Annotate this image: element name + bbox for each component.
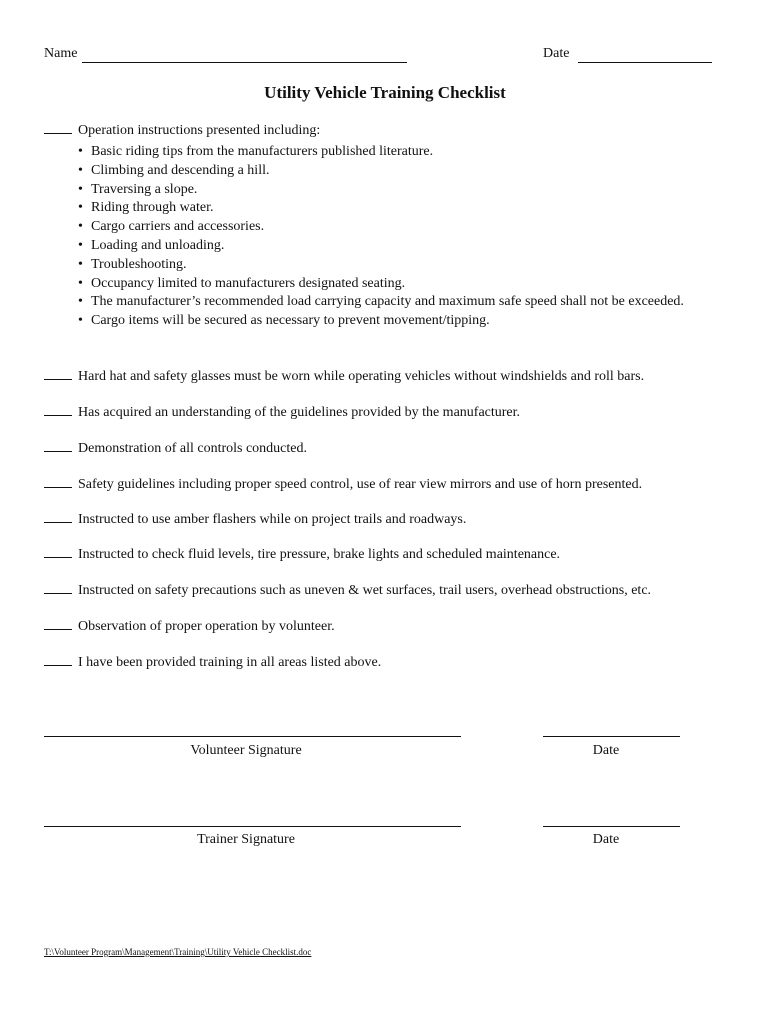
check-blank[interactable] [44,404,72,416]
checklist-item [44,654,381,671]
bullet-item: • Basic riding tips from the manufacturers published literature. [78,143,698,162]
check-blank[interactable] [44,546,72,558]
bullet-item: • Cargo items will be secured as necessary to prevent movement/tipping. [78,312,698,331]
bullet-item: • Climbing and descending a hill. [78,162,698,181]
file-path-footer: T:\Volunteer Program\Management\Training\Utility Vehicle Checklist.doc [44,947,312,957]
bullet-item: • The manufacturer’s recommended load carrying capacity and maximum safe speed shall not be exceeded. [78,293,698,312]
checklist-item-text: I have been provided training in all areas listed above. [78,655,382,670]
checklist-item-text: Operation instructions presented including: [78,123,321,138]
name-label: Name [44,46,78,61]
checklist-item [44,618,335,635]
volunteer-date-label: Date [592,743,620,758]
checklist-item [44,582,651,599]
date-label: Date [543,46,570,61]
bullet-item: • Loading and unloading. [78,237,698,256]
checklist-item [44,511,466,528]
bullet-item: • Cargo carriers and accessories. [78,218,698,237]
volunteer-date-line[interactable] [543,736,680,737]
check-blank[interactable] [44,122,72,134]
check-blank[interactable] [44,440,72,452]
checklist-item [44,368,644,385]
bullet-item: • Troubleshooting. [78,256,698,275]
volunteer-signature-label: Volunteer Signature [190,743,302,758]
check-blank[interactable] [44,368,72,380]
checklist-item-text: Instructed on safety precautions such as uneven & wet surfaces, trail users, overhead obstructions, etc. [78,583,652,598]
trainer-date-line[interactable] [543,826,680,827]
trainer-signature-line[interactable] [44,826,461,827]
checklist-item-text: Hard hat and safety glasses must be worn while operating vehicles without windshields and roll bars. [78,369,645,384]
volunteer-signature-line[interactable] [44,736,461,737]
operation-bullet-list [78,143,698,331]
check-blank[interactable] [44,582,72,594]
trainer-signature-label: Trainer Signature [197,832,295,847]
check-blank[interactable] [44,618,72,630]
checklist-item-operation [44,122,320,139]
checklist-item-text: Demonstration of all controls conducted. [78,441,307,456]
checklist-item-text: Observation of proper operation by volunteer. [78,619,335,634]
date-input-line[interactable] [578,62,712,63]
checklist-item [44,440,307,457]
name-input-line[interactable] [82,62,407,63]
check-blank[interactable] [44,654,72,666]
checklist-item [44,546,560,563]
check-blank[interactable] [44,476,72,488]
bullet-item: • Traversing a slope. [78,181,698,200]
checklist-item [44,404,520,421]
check-blank[interactable] [44,511,72,523]
header-row [44,46,712,66]
checklist-item-text: Has acquired an understanding of the guidelines provided by the manufacturer. [78,405,521,420]
bullet-item: • Riding through water. [78,199,698,218]
checklist-item-text: Instructed to use amber flashers while on project trails and roadways. [78,512,467,527]
trainer-date-label: Date [592,832,620,847]
bullet-item: • Occupancy limited to manufacturers designated seating. [78,275,698,294]
page-title: Utility Vehicle Training Checklist [264,83,506,102]
checklist-item [44,476,642,493]
checklist-item-text: Safety guidelines including proper speed control, use of rear view mirrors and use of horn presented. [78,477,643,492]
checklist-item-text: Instructed to check fluid levels, tire pressure, brake lights and scheduled maintenance. [78,547,561,562]
